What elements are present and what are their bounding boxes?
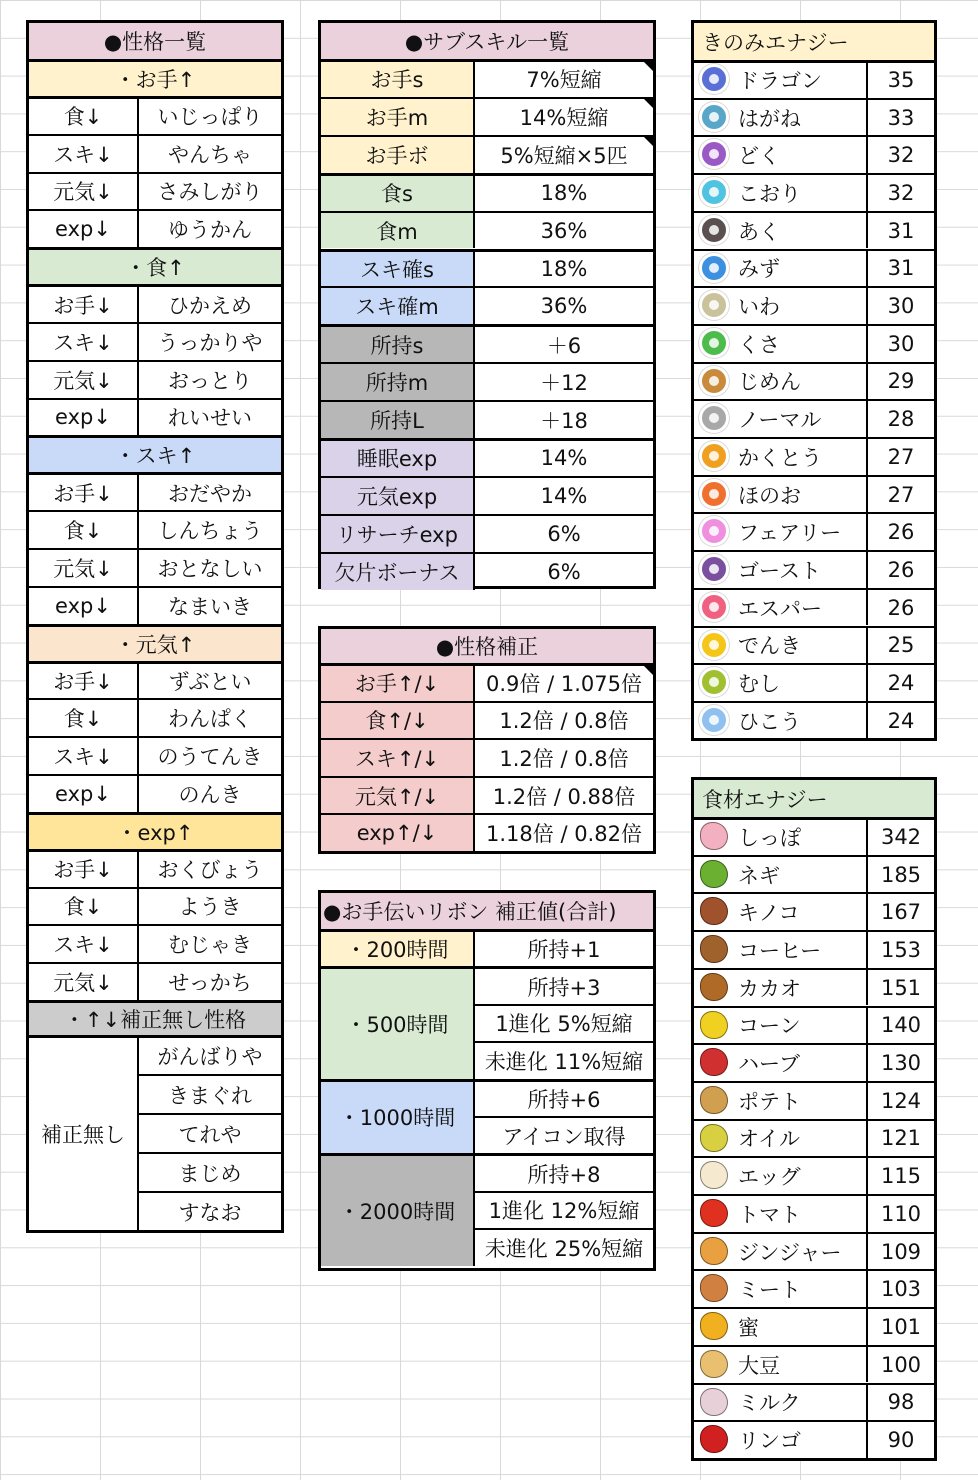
ingredient-energy: 115 xyxy=(866,1156,934,1194)
cacao-icon xyxy=(700,973,728,1001)
berry-type-label: かくとう xyxy=(738,445,822,470)
neutral-nature-header: ・↑↓補正無し性格 xyxy=(29,1000,281,1035)
nature-group-header: ・スキ↑ xyxy=(29,435,281,472)
subskill-value: 7%短縮 xyxy=(473,59,653,97)
ribbon-bonus: アイコン取得 xyxy=(473,1116,653,1153)
ribbon-bonus: 所持+1 xyxy=(473,929,653,966)
subskill-name: 欠片ボーナス xyxy=(321,552,473,590)
subskill-name: お手ボ xyxy=(321,135,473,173)
berry-energy: 35 xyxy=(866,60,934,98)
berry-type-label: こおり xyxy=(738,181,801,206)
oil-icon xyxy=(700,1124,728,1152)
berry-energy: 25 xyxy=(866,626,934,664)
ingredient-energy: 124 xyxy=(866,1081,934,1119)
nature-group-header: ・食↑ xyxy=(29,247,281,284)
subskill-value: ＋6 xyxy=(473,324,653,362)
berry-type-label: いわ xyxy=(738,295,780,320)
ribbon-hours: ・500時間 xyxy=(321,966,473,1078)
subskill-value: 6% xyxy=(473,514,653,552)
nature-down-stat: お手↓ xyxy=(29,849,137,887)
berry-energy: 30 xyxy=(866,324,934,362)
berry-energy: 32 xyxy=(866,135,934,173)
subskill-name: 元気exp xyxy=(321,476,473,514)
correction-stat: exp↑/↓ xyxy=(321,813,473,851)
correction-stat: 食↑/↓ xyxy=(321,701,473,739)
ribbon-bonus: 未進化 11%短縮 xyxy=(473,1041,653,1078)
nature-down-stat: スキ↓ xyxy=(29,924,137,962)
subskill-name: お手m xyxy=(321,97,473,135)
ingredient-energy: 153 xyxy=(866,930,934,968)
ingredient-name-label: 大豆 xyxy=(738,1353,780,1378)
berry-energy: 26 xyxy=(866,550,934,588)
ribbon-hours: ・2000時間 xyxy=(321,1153,473,1265)
soybean-icon xyxy=(700,1350,728,1378)
correction-stat: スキ↑/↓ xyxy=(321,738,473,776)
nature-down-stat: 元気↓ xyxy=(29,548,137,586)
subskill-value: 36% xyxy=(473,286,653,324)
nature-name: せっかち xyxy=(137,962,281,1000)
berry-type-label: ほのお xyxy=(738,483,801,508)
ingredient-name-label: 蜜 xyxy=(738,1315,759,1340)
nature-down-stat: スキ↓ xyxy=(29,322,137,360)
berry-energy: 31 xyxy=(866,249,934,287)
nature-name: ゆうかん xyxy=(137,209,281,247)
nature-down-stat: お手↓ xyxy=(29,472,137,510)
subskill-value: 18% xyxy=(473,249,653,287)
subskill-name: 食m xyxy=(321,211,473,249)
nature-name: さみしがり xyxy=(137,172,281,210)
berry-panel-title: きのみエナジー xyxy=(694,23,934,60)
nature-down-stat: 食↓ xyxy=(29,887,137,925)
berry-type-label: どく xyxy=(738,144,780,169)
ingredient-name-label: ミート xyxy=(738,1278,801,1303)
correction-value: 1.18倍 / 0.82倍 xyxy=(473,813,653,851)
berry-energy: 26 xyxy=(866,512,934,550)
berry-energy-panel xyxy=(691,20,937,741)
subskill-value: 5%短縮×5匹 xyxy=(473,135,653,173)
mushroom-icon xyxy=(700,897,728,925)
berry-energy: 27 xyxy=(866,437,934,475)
ingredient-name-label: コーヒー xyxy=(738,938,822,963)
berry-energy: 24 xyxy=(866,663,934,701)
ingredient-energy: 185 xyxy=(866,855,934,893)
subskill-name: 所持m xyxy=(321,362,473,400)
ingredient-energy: 342 xyxy=(866,817,934,855)
nature-name: おくびょう xyxy=(137,849,281,887)
ingredient-name-label: カカオ xyxy=(738,976,801,1001)
ingredient-name-label: ジンジャー xyxy=(738,1240,842,1265)
neutral-label: 補正無し xyxy=(29,1035,137,1230)
ribbon-hours: ・200時間 xyxy=(321,929,473,966)
subskill-value: ＋18 xyxy=(473,400,653,438)
nature-down-stat: 食↓ xyxy=(29,698,137,736)
subskill-name: 所持s xyxy=(321,324,473,362)
ingredient-energy: 167 xyxy=(866,892,934,930)
ingredient-name-label: リンゴ xyxy=(738,1429,801,1454)
honey-icon xyxy=(700,1312,728,1340)
fire-icon xyxy=(699,479,729,509)
berry-type-label: はがね xyxy=(738,106,801,131)
subskill-name: リサーチexp xyxy=(321,514,473,552)
nature-name: しんちょう xyxy=(137,510,281,548)
dragon-icon xyxy=(699,64,729,94)
ingredient-energy: 130 xyxy=(866,1043,934,1081)
ingredient-energy-panel xyxy=(691,777,937,1461)
leek-icon xyxy=(700,860,728,888)
berry-type-label: エスパー xyxy=(738,596,822,621)
ingredient-name-label: キノコ xyxy=(738,901,800,926)
nature-name: むじゃき xyxy=(137,924,281,962)
correction-stat: お手↑/↓ xyxy=(321,663,473,701)
nature-down-stat: 元気↓ xyxy=(29,172,137,210)
berry-type-label: フェアリー xyxy=(738,521,842,546)
ice-icon xyxy=(699,177,729,207)
electric-icon xyxy=(699,630,729,660)
psychic-icon xyxy=(699,592,729,622)
ingredient-name-label: エッグ xyxy=(738,1165,801,1190)
correction-value: 1.2倍 / 0.88倍 xyxy=(473,776,653,814)
nature-name: おっとり xyxy=(137,360,281,398)
ingredient-name-label: トマト xyxy=(738,1202,801,1227)
rock-icon xyxy=(699,290,729,320)
nature-name: わんぱく xyxy=(137,698,281,736)
correction-panel-title: ●性格補正 xyxy=(321,629,653,663)
berry-type-label: みず xyxy=(738,257,780,282)
berry-energy: 29 xyxy=(866,362,934,400)
nature-list-panel xyxy=(26,20,284,1233)
berry-type-label: ゴースト xyxy=(738,558,821,583)
nature-down-stat: exp↓ xyxy=(29,398,137,436)
nature-name: なまいき xyxy=(137,586,281,624)
subskill-name: スキ確m xyxy=(321,286,473,324)
subskill-name: 食s xyxy=(321,173,473,211)
berry-type-label: むし xyxy=(738,672,780,697)
berry-type-label: じめん xyxy=(738,370,801,395)
nature-down-stat: お手↓ xyxy=(29,284,137,322)
subskill-name: 睡眠exp xyxy=(321,438,473,476)
neutral-nature-name: まじめ xyxy=(137,1152,281,1191)
nature-down-stat: 元気↓ xyxy=(29,962,137,1000)
berry-type-label: ノーマル xyxy=(738,408,822,433)
water-icon xyxy=(699,253,729,283)
herb-icon xyxy=(700,1048,728,1076)
ribbon-bonus: 1進化 12%短縮 xyxy=(473,1191,653,1228)
nature-group-header: ・お手↑ xyxy=(29,59,281,96)
nature-name: ようき xyxy=(137,887,281,925)
correction-stat: 元気↑/↓ xyxy=(321,776,473,814)
meat-icon xyxy=(700,1274,728,1302)
nature-name: れいせい xyxy=(137,398,281,436)
correction-value: 1.2倍 / 0.8倍 xyxy=(473,738,653,776)
subskill-name: お手s xyxy=(321,59,473,97)
subskill-value: 6% xyxy=(473,552,653,590)
neutral-nature-name: きまぐれ xyxy=(137,1074,281,1113)
flying-icon xyxy=(699,705,729,735)
corn-icon xyxy=(700,1011,728,1039)
steel-icon xyxy=(699,102,729,132)
berry-energy: 28 xyxy=(866,399,934,437)
nature-name: ずぶとい xyxy=(137,661,281,699)
berry-type-label: ドラゴン xyxy=(738,69,822,94)
subskill-name: スキ確s xyxy=(321,249,473,287)
berry-energy: 27 xyxy=(866,475,934,513)
coffee-icon xyxy=(700,935,728,963)
nature-group-header: ・exp↑ xyxy=(29,812,281,849)
ingredient-energy: 110 xyxy=(866,1194,934,1232)
berry-energy: 24 xyxy=(866,701,934,739)
nature-name: やんちゃ xyxy=(137,134,281,172)
milk-icon xyxy=(700,1388,728,1416)
nature-down-stat: スキ↓ xyxy=(29,134,137,172)
nature-name: のうてんき xyxy=(137,736,281,774)
subskill-name: 所持L xyxy=(321,400,473,438)
ingredient-energy: 98 xyxy=(866,1383,934,1421)
correction-value: 0.9倍 / 1.075倍 xyxy=(473,663,653,701)
potato-icon xyxy=(700,1086,728,1114)
nature-down-stat: exp↓ xyxy=(29,586,137,624)
berry-energy: 26 xyxy=(866,588,934,626)
nature-down-stat: お手↓ xyxy=(29,661,137,699)
ribbon-bonus: 未進化 25%短縮 xyxy=(473,1228,653,1265)
nature-down-stat: exp↓ xyxy=(29,209,137,247)
ingredient-energy: 109 xyxy=(866,1232,934,1270)
ingredient-name-label: ミルク xyxy=(738,1391,801,1416)
ingredient-panel-title: 食材エナジー xyxy=(694,780,934,817)
tomato-icon xyxy=(700,1199,728,1227)
nature-name: おだやか xyxy=(137,472,281,510)
berry-energy: 33 xyxy=(866,98,934,136)
ingredient-energy: 100 xyxy=(866,1345,934,1383)
grass-icon xyxy=(699,328,729,358)
nature-correction-panel xyxy=(318,626,656,854)
subskill-value: 36% xyxy=(473,211,653,249)
ingredient-energy: 90 xyxy=(866,1420,934,1458)
egg-icon xyxy=(700,1161,728,1189)
dark-icon xyxy=(699,215,729,245)
ribbon-bonus: 所持+8 xyxy=(473,1153,653,1190)
helper-ribbon-panel xyxy=(318,890,656,1271)
berry-type-label: くさ xyxy=(738,332,780,357)
ingredient-name-label: しっぽ xyxy=(738,826,801,851)
berry-type-label: あく xyxy=(738,219,780,244)
nature-name: ひかえめ xyxy=(137,284,281,322)
ingredient-name-label: ネギ xyxy=(738,863,780,888)
ingredient-energy: 140 xyxy=(866,1006,934,1044)
nature-name: のんき xyxy=(137,774,281,812)
subskill-panel-title: ●サブスキル一覧 xyxy=(321,23,653,59)
ribbon-panel-title: ●お手伝いリボン 補正値(合計) xyxy=(321,893,653,929)
ground-icon xyxy=(699,366,729,396)
nature-down-stat: 食↓ xyxy=(29,96,137,134)
ingredient-energy: 101 xyxy=(866,1307,934,1345)
nature-down-stat: 食↓ xyxy=(29,510,137,548)
ingredient-energy: 121 xyxy=(866,1119,934,1157)
tail-icon xyxy=(700,822,728,850)
berry-energy: 32 xyxy=(866,173,934,211)
neutral-nature-name: すなお xyxy=(137,1191,281,1230)
subskill-list-panel xyxy=(318,20,656,589)
nature-down-stat: スキ↓ xyxy=(29,736,137,774)
subskill-value: 14%短縮 xyxy=(473,97,653,135)
correction-value: 1.2倍 / 0.8倍 xyxy=(473,701,653,739)
subskill-value: 14% xyxy=(473,438,653,476)
ingredient-name-label: ハーブ xyxy=(738,1052,800,1077)
berry-type-label: ひこう xyxy=(738,709,801,734)
ingredient-energy: 151 xyxy=(866,968,934,1006)
subskill-value: 18% xyxy=(473,173,653,211)
nature-panel-title: ●性格一覧 xyxy=(29,23,281,59)
ginger-icon xyxy=(700,1237,728,1265)
subskill-value: ＋12 xyxy=(473,362,653,400)
ribbon-hours: ・1000時間 xyxy=(321,1079,473,1154)
neutral-nature-name: てれや xyxy=(137,1113,281,1152)
nature-name: いじっぱり xyxy=(137,96,281,134)
ribbon-bonus: 所持+3 xyxy=(473,966,653,1003)
nature-group-header: ・元気↑ xyxy=(29,624,281,661)
ingredient-name-label: オイル xyxy=(738,1127,800,1152)
fighting-icon xyxy=(699,441,729,471)
subskill-value: 14% xyxy=(473,476,653,514)
nature-down-stat: 元気↓ xyxy=(29,360,137,398)
ghost-icon xyxy=(699,554,729,584)
ingredient-name-label: コーン xyxy=(738,1014,801,1039)
ribbon-bonus: 1進化 5%短縮 xyxy=(473,1004,653,1041)
nature-down-stat: exp↓ xyxy=(29,774,137,812)
berry-energy: 30 xyxy=(866,286,934,324)
neutral-nature-name: がんばりや xyxy=(137,1035,281,1074)
ingredient-name-label: ポテト xyxy=(738,1089,801,1114)
bug-icon xyxy=(699,667,729,697)
berry-energy: 31 xyxy=(866,211,934,249)
nature-name: おとなしい xyxy=(137,548,281,586)
apple-icon xyxy=(700,1425,728,1453)
nature-name: うっかりや xyxy=(137,322,281,360)
berry-type-label: でんき xyxy=(738,634,801,659)
ribbon-bonus: 所持+6 xyxy=(473,1079,653,1116)
ingredient-energy: 103 xyxy=(866,1269,934,1307)
